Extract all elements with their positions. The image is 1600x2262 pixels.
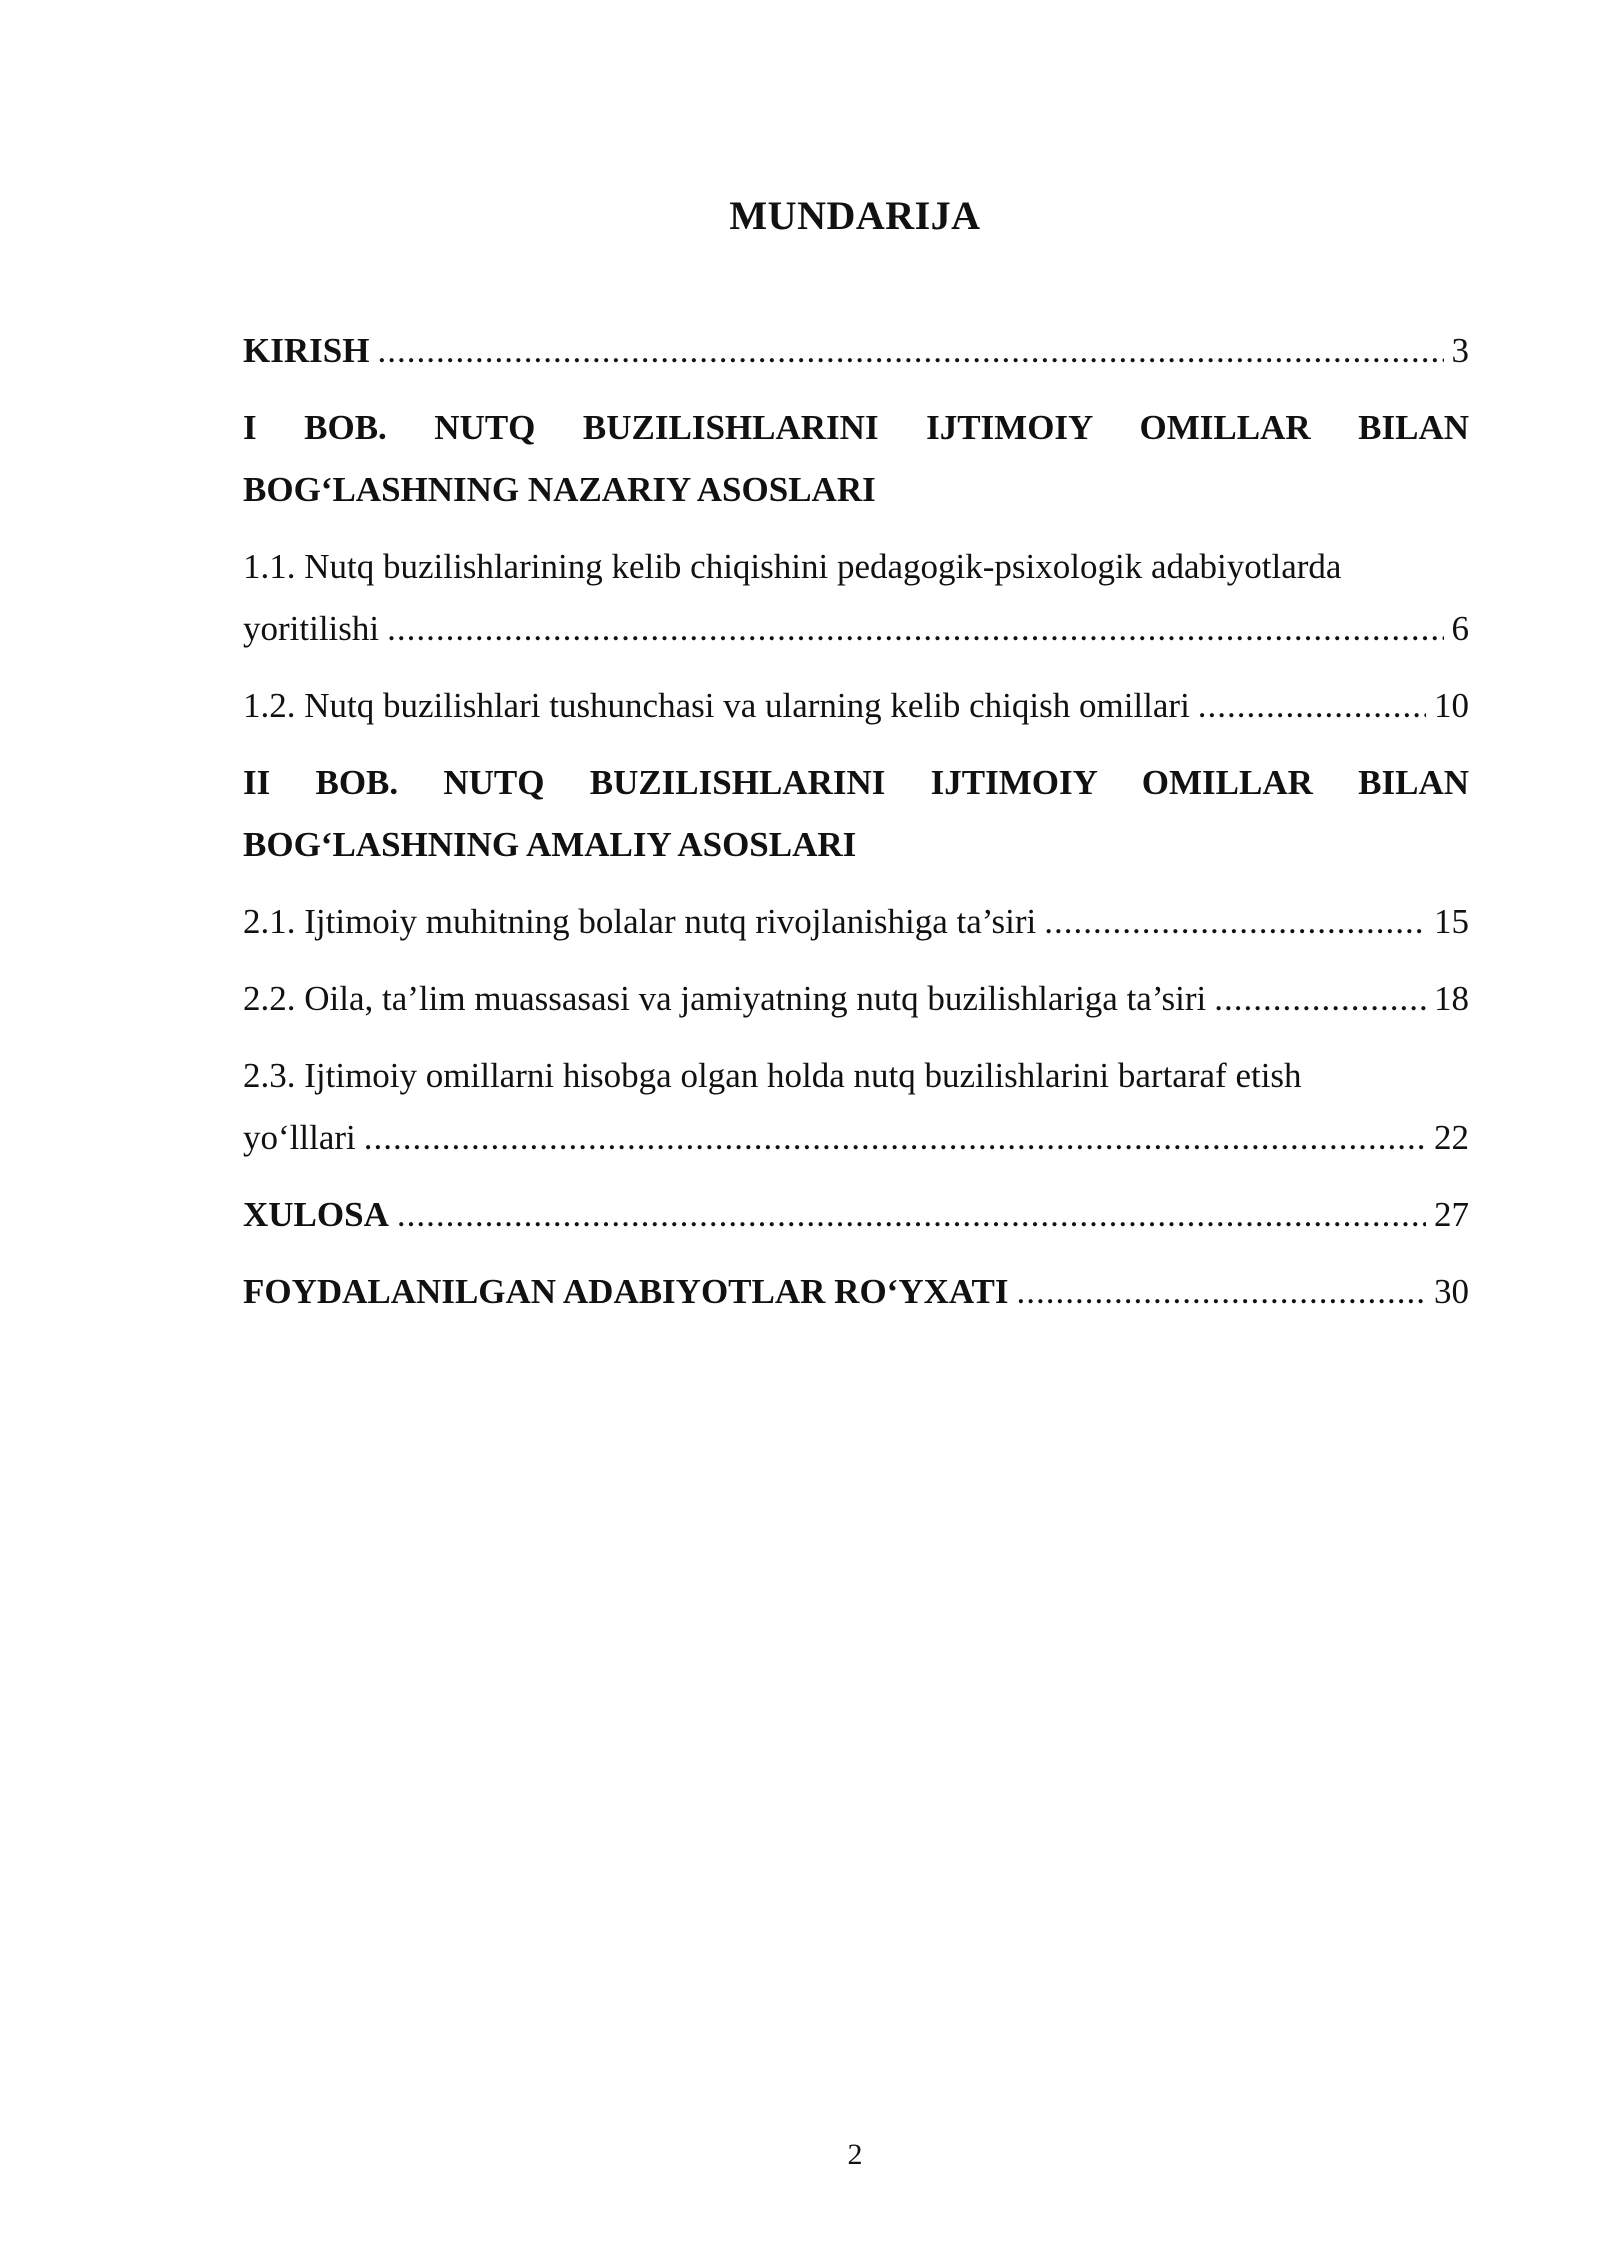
toc-entry-2-3[interactable] — [243, 1045, 1469, 1169]
toc-page-number: 27 — [1434, 1195, 1469, 1234]
toc-entry-label: 1.1. Nutq buzilishlarining kelib chiqishini pedagogik-psixologik adabiyotlarda — [243, 547, 1342, 586]
dot-leader — [1214, 968, 1426, 1030]
table-of-contents — [243, 320, 1469, 1338]
dot-leader — [1017, 1261, 1426, 1323]
toc-page-number: 18 — [1434, 979, 1469, 1018]
toc-entry-label: FOYDALANILGAN ADABIYOTLAR RO‘YXATI — [243, 1272, 1009, 1311]
dot-leader — [397, 1184, 1426, 1246]
toc-entry-label: 2.3. Ijtimoiy omillarni hisobga olgan holda nutq buzilishlarini bartaraf etish — [243, 1056, 1302, 1095]
dot-leader — [387, 598, 1443, 660]
chapter-heading-line: BOG‘LASHNING AMALIY ASOSLARI — [243, 825, 857, 864]
dot-leader — [364, 1107, 1426, 1169]
toc-page-number: 6 — [1451, 609, 1469, 648]
toc-entry-label: KIRISH — [243, 331, 370, 370]
toc-entry-label-continued: yo‘lllari — [243, 1118, 356, 1157]
toc-entry-2-1[interactable] — [243, 891, 1469, 953]
toc-entry-label: 1.2. Nutq buzilishlari tushunchasi va ularning kelib chiqish omillari — [243, 686, 1190, 725]
toc-page-number: 30 — [1434, 1272, 1469, 1311]
toc-entry-label: 2.2. Oila, ta’lim muassasasi va jamiyatning nutq buzilishlariga ta’siri — [243, 979, 1207, 1018]
toc-entry-intro[interactable] — [243, 320, 1469, 382]
toc-entry-1-2[interactable] — [243, 675, 1469, 737]
toc-page-number: 22 — [1434, 1118, 1469, 1157]
toc-entry-label: 2.1. Ijtimoiy muhitning bolalar nutq rivojlanishiga ta’siri — [243, 902, 1037, 941]
toc-page-number: 15 — [1434, 902, 1469, 941]
toc-entry-label: XULOSA — [243, 1195, 389, 1234]
page-number: 2 — [847, 2138, 863, 2171]
chapter-heading-line: I BOB. NUTQ BUZILISHLARINI IJTIMOIY OMILLAR BILAN — [243, 408, 1469, 447]
chapter-heading-line: II BOB. NUTQ BUZILISHLARINI IJTIMOIY OMILLAR BILAN — [243, 763, 1469, 802]
toc-entry-2-2[interactable] — [243, 968, 1469, 1030]
toc-page-number: 10 — [1434, 686, 1469, 725]
dot-leader — [1198, 675, 1426, 737]
toc-entry-conclusion[interactable] — [243, 1184, 1469, 1246]
dot-leader — [377, 320, 1443, 382]
toc-page-number: 3 — [1451, 331, 1469, 370]
toc-entry-1-1[interactable] — [243, 536, 1469, 660]
chapter-heading-line: BOG‘LASHNING NAZARIY ASOSLARI — [243, 470, 876, 509]
toc-entry-label-continued: yoritilishi — [243, 609, 380, 648]
toc-chapter-1-heading[interactable] — [243, 397, 1469, 521]
toc-entry-references[interactable] — [243, 1261, 1469, 1323]
page-title: MUNDARIJA — [729, 193, 981, 238]
dot-leader — [1044, 891, 1426, 953]
toc-chapter-2-heading[interactable] — [243, 752, 1469, 876]
